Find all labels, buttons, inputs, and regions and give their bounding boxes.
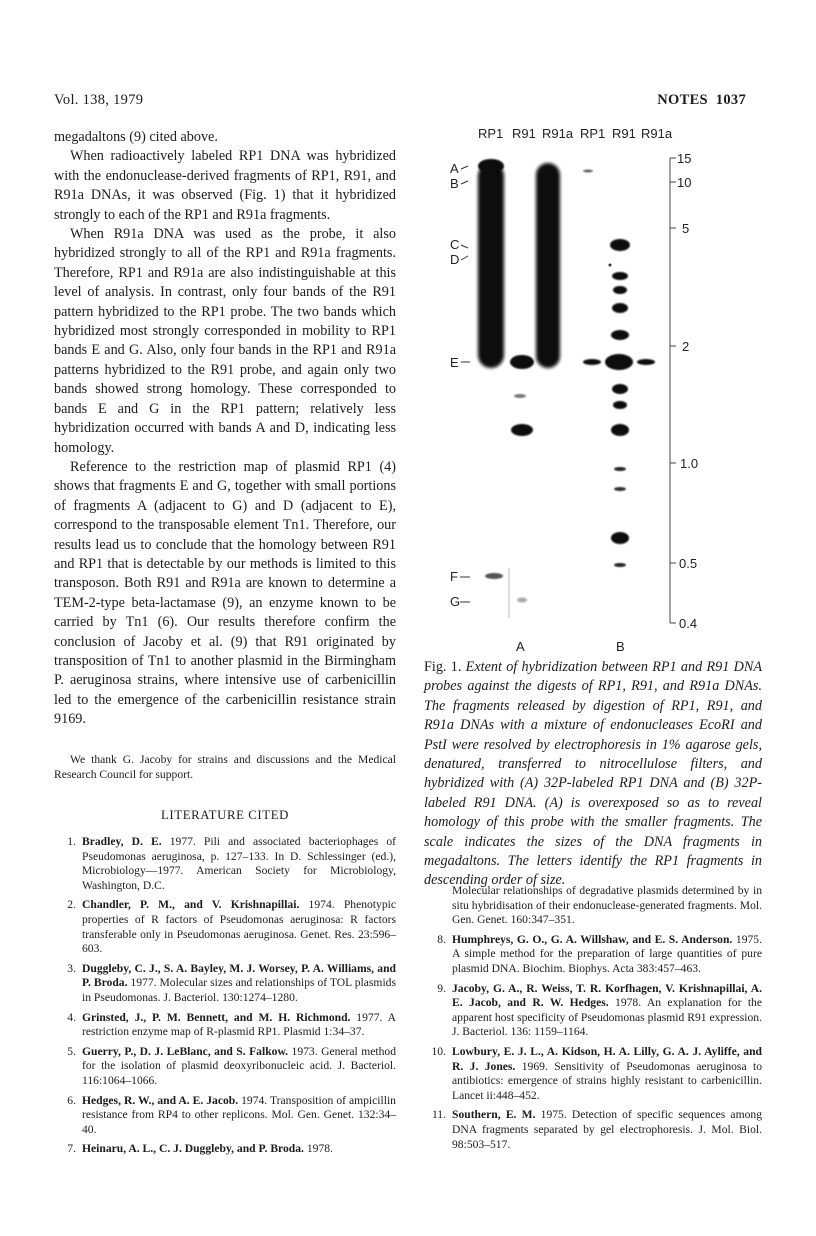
- speck: [609, 264, 612, 267]
- panel-a-lane-r91: [510, 355, 534, 436]
- reference-item: 1. Bradley, D. E. 1977. Pili and associated bacteriophages of Pseudomonas aeruginosa, p. 127–133. In D. Schlessinger (ed.), Microbiology—1977. American Society for Microbiology, Washington, D.C.: [67, 835, 396, 892]
- b-rp1-faint-a: [583, 170, 593, 173]
- b-rp1-band-e: [583, 359, 601, 365]
- literature-cited-heading: LITERATURE CITED: [161, 807, 289, 822]
- paragraph: When radioactively labeled RP1 DNA was hybridized with the endonuclease-derived fragments of RP1, R91, and R91a DNAs, it was observed (Fig. 1) that it hybridized strongly to each of the RP1 and R91a fragments.: [54, 148, 396, 223]
- paragraph: When R91a DNA was used as the probe, it also hybridized strongly to all of the RP1 and R91a fragments. Therefore, RP1 and R91a are also indistinguishable at this level of analysis. In contrast, only four bands of the R91 pattern hybridized to the RP1 probe. The two bands which hybridized most strongly corresponded in mobility to RP1 bands E and G. Also, only four bands in the RP1 and R91a patterns hybridized to the R91 probe, and again only two bands showed strong homology. These corresponded to bands E and G in the RP1 pattern; relatively less hybridization occurred with bands A and D, indicating less homology.: [54, 226, 396, 456]
- reference-continuation: Molecular relationships of degradative plasmids determined by in situ hybridisation of their endonuclease-generated fragments. Mol. Gen. Genet. 160:347–351.: [452, 884, 762, 927]
- reference-item: 6. Hedges, R. W., and A. E. Jacob. 1974. Transposition of ampicillin resistance from RP4 to other replicons. Mol. Gen. Genet. 132:34–40.: [67, 1093, 396, 1136]
- panel-a-lane-r91a: [536, 163, 560, 368]
- reference-item: 5. Guerry, P., D. J. LeBlanc, and S. Falkow. 1973. General method for the isolation of plasmid deoxyribonucleic acid. J. Bacteriol. 116:1064–1066.: [67, 1044, 396, 1087]
- left-column: [54, 128, 396, 1162]
- figure-caption: [424, 658, 762, 891]
- band-pointer: [461, 245, 468, 248]
- running-header-right: [657, 92, 746, 109]
- panel-a-lane-rp1: [478, 159, 504, 368]
- journal-section-title: NOTES: [657, 92, 708, 108]
- lane-header-a-rp1: RP1: [478, 126, 504, 141]
- scale-label-15: 15: [677, 151, 692, 166]
- band-a: [478, 159, 504, 173]
- panel-b-lane-r91: [583, 170, 655, 568]
- reference-item: 2. Chandler, P. M., and V. Krishnapillai. 1974. Phenotypic properties of R factors of Pseudomonas aeruginosa: R factors transferable only in Pseudomonas aeruginosa. Genet. Res. 23:596–603.: [67, 898, 396, 956]
- scale-label-0-5: 0.5: [679, 556, 698, 571]
- band-f: [485, 573, 503, 579]
- band-letter-f: F: [450, 569, 458, 584]
- reference-item: 7. Heinaru, A. L., C. J. Duggleby, and P. Broda. 1978.: [67, 1142, 333, 1156]
- scale-label-5: 5: [682, 221, 690, 236]
- reference-item: 9. Jacoby, G. A., R. Weiss, T. R. Korfhagen, V. Krishnapillai, A. E. Jacob, and R. W. Hedges. 1978. An explanation for the apparent host specificity of Pseudomonas plasmid R91 expression. J. Bacteriol. 136: 1159–1164.: [437, 981, 762, 1039]
- band-letter-e: E: [450, 355, 459, 370]
- b-band: [612, 384, 628, 394]
- b-band: [614, 467, 626, 471]
- b-band: [612, 272, 628, 280]
- scale-label-10: 10: [677, 175, 692, 190]
- smear-r91a: [536, 163, 560, 368]
- scale-label-2: 2: [682, 339, 690, 354]
- band-pointer: [461, 256, 468, 260]
- scale-label-0-4: 0.4: [679, 616, 698, 631]
- reference-item: 10. Lowbury, E. J. L., A. Kidson, H. A. Lilly, G. A. J. Ayliffe, and R. J. Jones. 1969. Sensitivity of Pseudomonas aeruginosa to antibiotics: emergence of strains highly resistant to carbenicillin. Lancet ii:448–452.: [431, 1044, 762, 1102]
- b-band-g: [611, 424, 629, 436]
- b-band-e: [605, 354, 633, 370]
- reference-item: 11. Southern, E. M. 1975. Detection of specific sequences among DNA fragments separated by gel electrophoresis. J. Mol. Biol. 98:503–517.: [431, 1108, 762, 1151]
- b-r91a-band-e: [637, 359, 655, 365]
- panel-a-small-fragments: [485, 568, 527, 618]
- size-scale: [670, 151, 698, 631]
- reference-item: 4. Grinsted, J., P. M. Bennett, and M. H. Richmond. 1977. A restriction enzyme map of R-plasmid RP1. Plasmid 1:34–37.: [67, 1010, 396, 1039]
- scale-label-1-0: 1.0: [680, 456, 699, 471]
- lane-header-b-r91a: R91a: [641, 126, 673, 141]
- reference-item: 8. Humphreys, G. O., G. A. Willshaw, and E. S. Anderson. 1975. A simple method for the preparation of large quantities of pure plasmid DNA. Biochim. Biophys. Acta 383:457–463.: [437, 932, 762, 975]
- paragraph: Reference to the restriction map of plasmid RP1 (4) shows that fragments E and G, together with small portions of fragments A (adjacent to G) and D (adjacent to E), correspond to the transposable element Tn1. Therefore, our results lead us to conclude that the homology between R91 and RP1 that is detectable by our methods is limited to this transposon. Both R91 and R91a are known to determine a TEM-2-type beta-lactamase (9), an enzyme known to be carried by Tn1 (6). Our results therefore confirm the conclusion of Jacoby et al. (9) that R91 originated by transposition of Tn1 to another plasmid in the Birmingham P. aeruginosa strains, where intensive use of carbenicillin led to the emergence of the carbenicillin resistance strain 9169.: [54, 458, 396, 728]
- b-band: [613, 401, 627, 409]
- reference-list-right: [424, 884, 762, 1157]
- b-band: [611, 532, 629, 544]
- lane-header-a-r91: R91: [512, 126, 536, 141]
- panel-label-a: A: [516, 639, 525, 654]
- band-g-faint: [517, 598, 527, 603]
- b-band: [613, 286, 627, 294]
- panel-label-b: B: [616, 639, 625, 654]
- acknowledgment: We thank G. Jacoby for strains and discussions and the Medical Research Council for support.: [54, 752, 396, 781]
- lane-header-b-r91: R91: [612, 126, 636, 141]
- b-band: [611, 330, 629, 340]
- caption-text: Extent of hybridization between RP1 and R91 DNA probes against the digests of RP1, R91, and R91a DNAs. The fragments released by digestion of RP1, R91, and R91a DNAs with a mixture of endonucleases EcoRI and PstI were resolved by electrophoresis in 1% agarose gels, denatured, transferred to nitrocellulose filters, and hybridized with (A) 32P-labeled RP1 DNA and (B) 32P-labeled R91 DNA. (A) is overexposed so as to reveal homology of this probe with the smaller fragments. The scale indicates the sizes of the DNA fragments in megadaltons. The letters identify the RP1 fragments in descending order of size.: [424, 659, 762, 889]
- b-band: [614, 563, 626, 567]
- paragraph: megadaltons (9) cited above.: [54, 129, 218, 145]
- r91-band-g: [511, 424, 533, 436]
- r91-band-faint: [514, 394, 526, 398]
- reference-item: 3. Duggleby, C. J., S. A. Bayley, M. J. Worsey, P. A. Williams, and P. Broda. 1977. Molecular sizes and relationships of TOL plasmids in Pseudomonas. J. Bacteriol. 130:1274–1280.: [67, 961, 396, 1004]
- band-pointer: [461, 166, 468, 169]
- b-band: [610, 239, 630, 251]
- figure-1-autoradiograph: [430, 118, 760, 658]
- band-letter-g: G: [450, 594, 461, 609]
- band-letter-a: A: [450, 161, 459, 176]
- band-letter-c: C: [450, 237, 460, 252]
- caption-lead: Fig. 1.: [424, 659, 462, 675]
- band-letter-b: B: [450, 176, 459, 191]
- r91-band-e: [510, 355, 534, 369]
- lane-header-b-rp1: RP1: [580, 126, 606, 141]
- smear-rp1: [478, 163, 504, 368]
- running-header-volume: Vol. 138, 1979: [54, 92, 144, 108]
- band-letter-d: D: [450, 252, 460, 267]
- b-band: [614, 487, 626, 491]
- page-number: 1037: [715, 92, 746, 108]
- blot-image: [430, 118, 760, 658]
- reference-list-left: [54, 835, 396, 1157]
- b-band: [612, 303, 628, 313]
- band-pointer: [461, 181, 468, 184]
- lane-header-a-r91a: R91a: [542, 126, 574, 141]
